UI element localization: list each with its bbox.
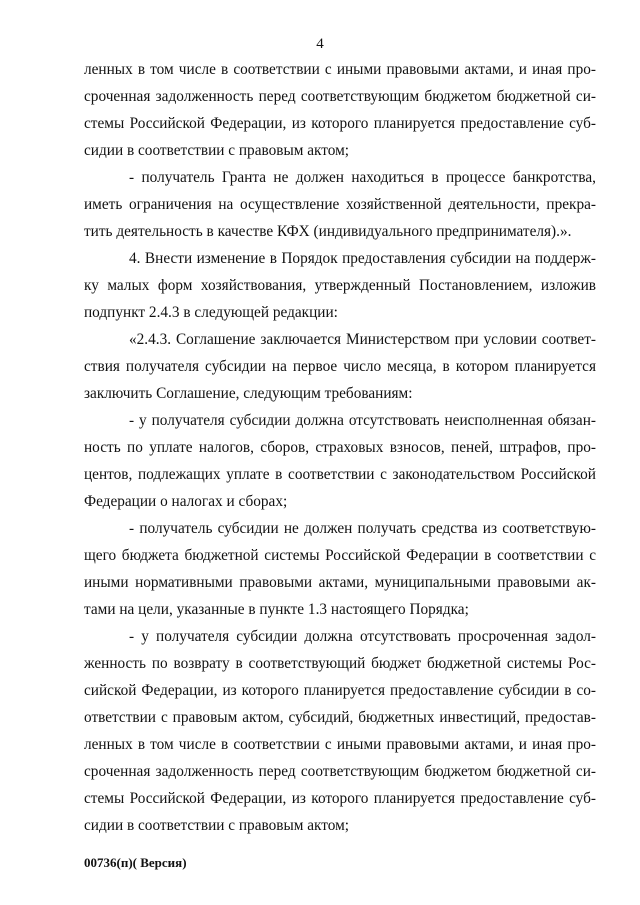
text-line: ответствии с правовым актом, субсидий, бюджетных инвестиций, предостав-	[84, 709, 596, 726]
text-line: сроченная задолженность перед соответствующим бюджетом бюджетной си-	[84, 88, 596, 105]
text-line: сроченная задолженность перед соответствующим бюджетом бюджетной си-	[84, 763, 596, 780]
text-line: сийской Федерации, из которого планируется предоставление субсидии в со-	[84, 682, 596, 699]
text-line: сидии в соответствии с правовым актом;	[84, 817, 350, 834]
text-line: ленных в том числе в соответствии с иными правовыми актами, и иная про-	[84, 736, 596, 753]
text-line: центов, подлежащих уплате в соответствии с законодательством Российской	[84, 466, 596, 483]
text-line: ленных в том числе в соответствии с иными правовыми актами, и иная про-	[84, 61, 596, 78]
text-line: стемы Российской Федерации, из которого планируется предоставление суб-	[84, 790, 596, 807]
text-line: подпункт 2.4.3 в следующей редакции:	[84, 304, 338, 321]
text-line: «2.4.3. Соглашение заключается Министерством при условии соответ-	[129, 331, 596, 348]
text-line: Федерации о налогах и сборах;	[84, 493, 288, 510]
text-line: - у получателя субсидии должна отсутствовать неисполненная обязан-	[129, 412, 596, 429]
document-footer-code: 00736(п)( Версия)	[84, 855, 187, 870]
text-line: ку малых форм хозяйствования, утвержденный Постановлением, изложив	[84, 277, 596, 294]
text-line: стемы Российской Федерации, из которого планируется предоставление суб-	[84, 115, 596, 132]
text-line: иными нормативными правовыми актами, муниципальными правовыми ак-	[84, 574, 596, 591]
text-line: - получатель Гранта не должен находиться в процессе банкротства,	[129, 169, 596, 186]
text-line: женность по возврату в соответствующий бюджет бюджетной системы Рос-	[84, 655, 596, 672]
text-line: иметь ограничения на осуществление хозяйственной деятельности, прекра-	[84, 196, 596, 213]
text-line: заключить Соглашение, следующим требованиям:	[84, 385, 413, 402]
text-line: ность по уплате налогов, сборов, страховых взносов, пеней, штрафов, про-	[84, 439, 596, 456]
page-number: 4	[316, 36, 324, 52]
text-line: 4. Внести изменение в Порядок предоставления субсидии на поддерж-	[129, 250, 596, 267]
text-line: - получатель субсидии не должен получать средства из соответствую-	[129, 520, 596, 537]
text-line: щего бюджета бюджетной системы Российской Федерации в соответствии с	[84, 547, 596, 564]
text-line: сидии в соответствии с правовым актом;	[84, 142, 350, 159]
text-line: - у получателя субсидии должна отсутствовать просроченная задол-	[129, 628, 596, 645]
text-line: тами на цели, указанные в пункте 1.3 настоящего Порядка;	[84, 601, 469, 618]
text-line: ствия получателя субсидии на первое число месяца, в котором планируется	[84, 358, 596, 375]
text-line: тить деятельность в качестве КФХ (индивидуального предпринимателя).».	[84, 223, 572, 240]
